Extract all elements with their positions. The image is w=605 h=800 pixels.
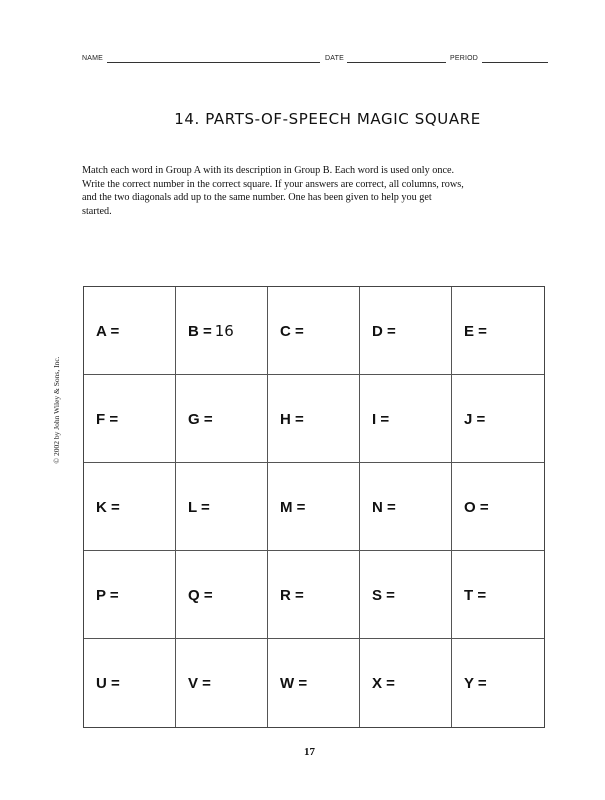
magic-square-cell[interactable] xyxy=(268,639,360,727)
cell-letter: Q = xyxy=(188,586,213,604)
magic-square-cell[interactable] xyxy=(176,463,268,551)
cell-letter: P = xyxy=(96,586,119,604)
magic-square-cell[interactable] xyxy=(360,551,452,639)
magic-square-cell[interactable] xyxy=(84,287,176,375)
magic-square-cell[interactable] xyxy=(452,463,544,551)
magic-square-cell[interactable] xyxy=(360,639,452,727)
name-blank[interactable] xyxy=(107,62,320,63)
magic-square-cell[interactable] xyxy=(84,639,176,727)
cell-label xyxy=(188,322,234,340)
cell-label xyxy=(188,498,213,516)
cell-letter: F = xyxy=(96,410,119,428)
cell-letter: R = xyxy=(280,586,304,604)
cell-letter: K = xyxy=(96,498,120,516)
cell-label xyxy=(280,586,307,604)
cell-letter: D = xyxy=(372,322,396,340)
magic-square-cell[interactable] xyxy=(176,287,268,375)
cell-label xyxy=(372,322,399,340)
cell-label xyxy=(280,498,308,516)
cell-label xyxy=(188,586,216,604)
magic-square-cell[interactable] xyxy=(268,551,360,639)
magic-square-cell[interactable] xyxy=(268,463,360,551)
cell-label xyxy=(464,498,492,516)
cell-label xyxy=(372,674,398,692)
cell-label xyxy=(96,586,122,604)
cell-label xyxy=(372,498,399,516)
page-number: 17 xyxy=(304,746,315,758)
cell-label xyxy=(188,410,216,428)
instruction-line: started. xyxy=(82,205,112,217)
date-blank[interactable] xyxy=(347,62,446,63)
instructions xyxy=(82,164,552,218)
cell-label xyxy=(464,322,490,340)
cell-label xyxy=(96,322,122,340)
cell-label xyxy=(280,322,307,340)
magic-square-cell[interactable] xyxy=(268,375,360,463)
cell-label xyxy=(280,410,307,428)
cell-letter: O = xyxy=(464,498,489,516)
magic-square-cell[interactable] xyxy=(176,375,268,463)
magic-square-cell[interactable] xyxy=(452,551,544,639)
cell-label xyxy=(96,410,121,428)
cell-value[interactable]: 16 xyxy=(214,321,234,340)
page-title: 14. PARTS-OF-SPEECH MAGIC SQUARE xyxy=(174,110,481,128)
cell-letter: W = xyxy=(280,675,308,692)
worksheet-header xyxy=(82,53,548,67)
magic-square-cell[interactable] xyxy=(452,639,544,727)
magic-square-cell[interactable] xyxy=(84,375,176,463)
instruction-line: Write the correct number in the correct square. If your answers are correct, all columns, rows, xyxy=(82,178,464,190)
cell-letter: X = xyxy=(372,675,395,692)
name-label: NAME xyxy=(82,55,104,62)
cell-letter: T = xyxy=(464,586,487,604)
magic-square-cell[interactable] xyxy=(84,463,176,551)
cell-letter: L = xyxy=(188,498,210,516)
cell-letter: I = xyxy=(372,410,390,428)
copyright-notice: © 2002 by John Wiley & Sons, Inc. xyxy=(52,356,61,464)
cell-letter: S = xyxy=(372,586,395,604)
magic-square-cell[interactable] xyxy=(176,551,268,639)
cell-label xyxy=(96,674,123,692)
magic-square-grid xyxy=(83,286,545,728)
cell-letter: Y = xyxy=(464,675,487,692)
magic-square-cell[interactable] xyxy=(268,287,360,375)
cell-label xyxy=(372,410,392,428)
cell-label xyxy=(464,410,488,428)
cell-letter: G = xyxy=(188,410,213,428)
instruction-line: Match each word in Group A with its description in Group B. Each word is used only once. xyxy=(82,165,455,176)
magic-square-cell[interactable] xyxy=(452,287,544,375)
cell-letter: B = xyxy=(188,322,212,340)
magic-square-cell[interactable] xyxy=(360,463,452,551)
cell-letter: J = xyxy=(464,410,486,428)
period-label: PERIOD xyxy=(450,55,479,62)
period-blank[interactable] xyxy=(482,62,548,63)
cell-label xyxy=(464,674,490,692)
cell-letter: E = xyxy=(464,322,487,340)
cell-letter: C = xyxy=(280,322,304,340)
magic-square-cell[interactable] xyxy=(360,375,452,463)
magic-square-cell[interactable] xyxy=(360,287,452,375)
date-label: DATE xyxy=(325,55,344,62)
magic-square-cell[interactable] xyxy=(84,551,176,639)
instruction-line: and the two diagonals add up to the same number. One has been given to help you get xyxy=(82,192,432,203)
cell-label xyxy=(96,498,123,516)
cell-letter: A = xyxy=(96,322,120,340)
cell-letter: U = xyxy=(96,675,120,692)
cell-label xyxy=(464,586,489,604)
cell-letter: N = xyxy=(372,498,396,516)
cell-letter: V = xyxy=(188,675,211,692)
cell-letter: M = xyxy=(280,498,306,516)
magic-square-cell[interactable] xyxy=(176,639,268,727)
cell-letter: H = xyxy=(280,410,304,428)
cell-label xyxy=(188,674,214,692)
magic-square-cell[interactable] xyxy=(452,375,544,463)
cell-label xyxy=(372,586,398,604)
cell-label xyxy=(280,674,310,692)
